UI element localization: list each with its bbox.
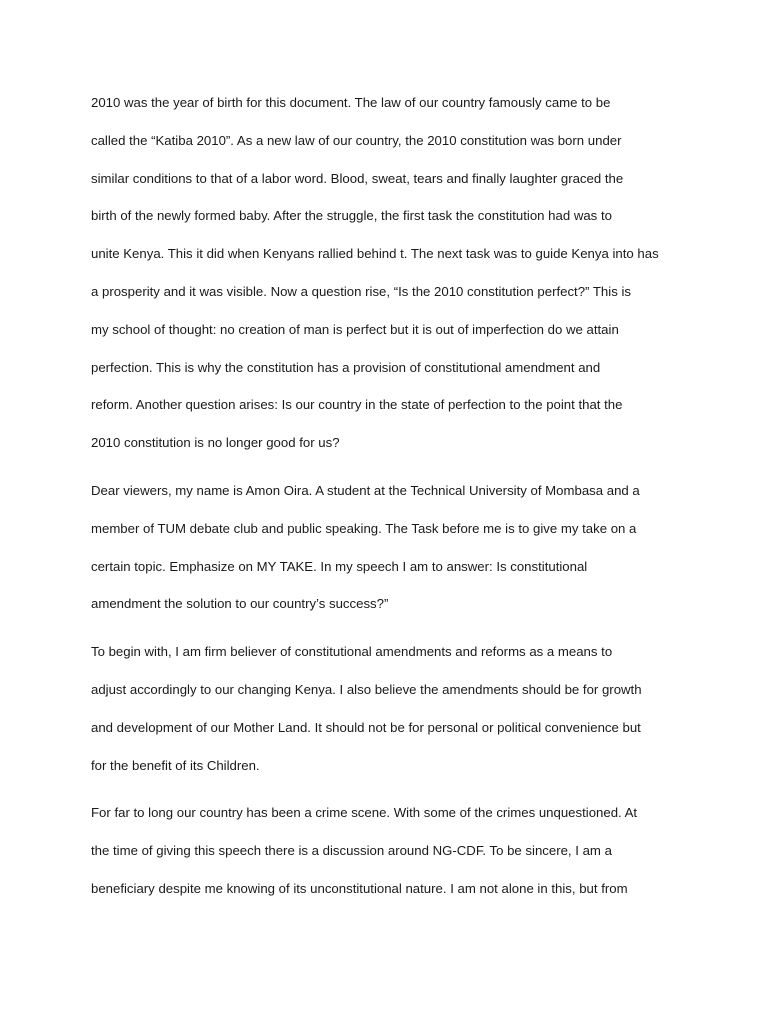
text-line: certain topic. Emphasize on MY TAKE. In my speech I am to answer: Is constitutional [91, 558, 588, 574]
paragraph-2 [91, 472, 691, 623]
text-line: adjust accordingly to our changing Kenya. I also believe the amendments should be for growth [91, 681, 642, 697]
paragraph-3 [91, 633, 691, 784]
paragraph-1 [91, 84, 691, 462]
text-line: and development of our Mother Land. It should not be for personal or political convenience but [91, 719, 641, 735]
text-line: reform. Another question arises: Is our country in the state of perfection to the point that the [91, 397, 623, 413]
text-line: 2010 was the year of birth for this document. The law of our country famously came to be [91, 95, 611, 110]
text-line: similar conditions to that of a labor word. Blood, sweat, tears and finally laughter graced the [91, 170, 624, 186]
text-line: Dear viewers, my name is Amon Oira. A student at the Technical University of Mombasa and a [91, 482, 640, 498]
text-line: To begin with, I am firm believer of constitutional amendments and reforms as a means to [91, 644, 613, 660]
text-line: perfection. This is why the constitution has a provision of constitutional amendment and [91, 359, 601, 375]
text-line: birth of the newly formed baby. After the struggle, the first task the constitution had was to [91, 208, 612, 224]
text-line: my school of thought: no creation of man is perfect but it is out of imperfection do we attain [91, 321, 619, 337]
text-line: a prosperity and it was visible. Now a question rise, “Is the 2010 constitution perfect?” This is [91, 283, 631, 299]
text-line: amendment the solution to our country’s success?” [91, 596, 389, 612]
text-line: 2010 constitution is no longer good for us? [91, 435, 340, 451]
text-line: For far to long our country has been a crime scene. With some of the crimes unquestioned. At [91, 805, 638, 821]
text-line: unite Kenya. This it did when Kenyans rallied behind t. The next task was to guide Kenya into has [91, 246, 659, 262]
text-line: for the benefit of its Children. [91, 757, 260, 773]
text-line: the time of giving this speech there is a discussion around NG-CDF. To be sincere, I am a [91, 843, 612, 859]
text-line: called the “Katiba 2010”. As a new law of our country, the 2010 constitution was born under [91, 132, 622, 148]
paragraph-4 [91, 794, 691, 907]
document-body [91, 84, 691, 908]
text-line: member of TUM debate club and public speaking. The Task before me is to give my take on a [91, 520, 637, 536]
text-line: beneficiary despite me knowing of its unconstitutional nature. I am not alone in this, but from [91, 880, 628, 896]
